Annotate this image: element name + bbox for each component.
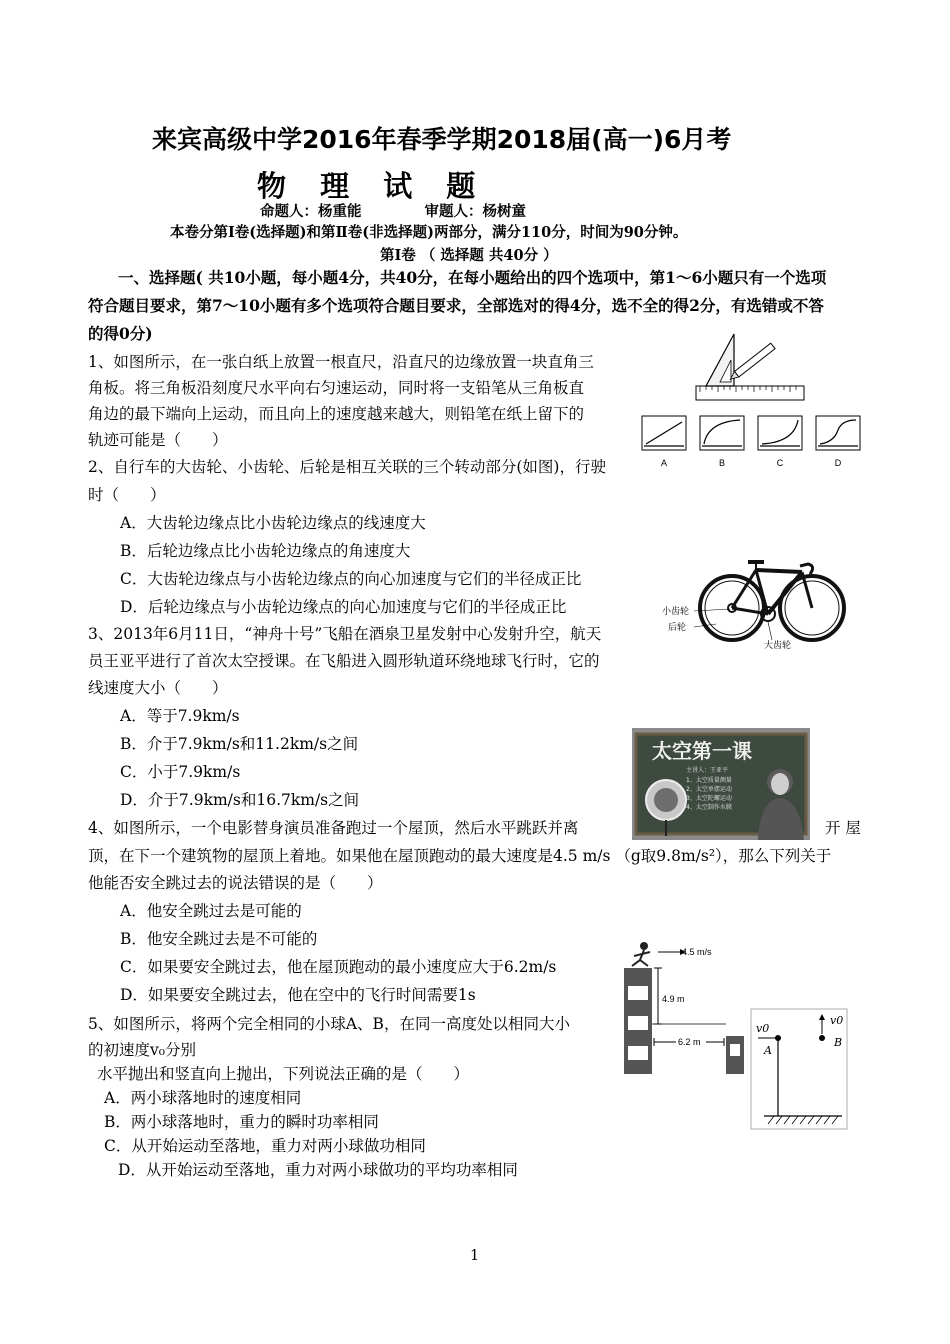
q2-text-line-2: 时（ ） <box>88 486 166 504</box>
q4-rooftop-jump-figure <box>618 940 750 1078</box>
q5-option-d: D．从开始运动至落地，重力对两小球做功的平均功率相同 <box>118 1161 518 1179</box>
q4-option-b: B．他安全跳过去是不可能的 <box>120 930 318 948</box>
q1-text-line-2: 角板。将三角板沿刻度尺水平向右匀速运动，同时将一支铅笔从三角板直 <box>88 379 585 397</box>
q3-board-title: 太空第一课 <box>652 739 752 763</box>
q3-option-c: C．小于7.9km/s <box>120 763 241 781</box>
q3-board-line-3: 2、太空单摆运动 <box>686 786 732 793</box>
section-instructions-line-2: 符合题目要求，第7～10小题有多个选项符合题目要求，全部选对的得4分，选不全的得2分，有选错或不答 <box>88 296 824 315</box>
q4-option-d: D．如果要安全跳过去，他在空中的飞行时间需要1s <box>120 986 476 1004</box>
q1-text-line-1: 1、如图所示，在一张白纸上放置一根直尺，沿直尺的边缘放置一块直角三 <box>88 353 594 371</box>
part-heading: 第Ⅰ卷 （ 选择题 共40分 ） <box>380 247 558 264</box>
q5-option-a: A．两小球落地时的速度相同 <box>104 1089 302 1107</box>
q3-option-b: B．介于7.9km/s和11.2km/s之间 <box>120 735 359 753</box>
q5-option-b: B．两小球落地时，重力的瞬时功率相同 <box>104 1113 379 1131</box>
q2-option-a: A．大齿轮边缘点比小齿轮边缘点的线速度大 <box>120 514 426 532</box>
q1-ruler-triangle-figure <box>638 330 870 475</box>
q3-text-line-1: 3、2013年6月11日，“神舟十号”飞船在酒泉卫星发射中心发射升空，航天 <box>88 625 602 643</box>
exam-intro: 本卷分第Ⅰ卷(选择题)和第Ⅱ卷(非选择题)两部分，满分110分，时间为90分钟。 <box>170 224 688 241</box>
q4-label-width: 6.2 m <box>678 1037 701 1047</box>
q3-classroom-photo <box>632 728 810 840</box>
q3-option-d: D．介于7.9km/s和16.7km/s之间 <box>120 791 360 809</box>
q4-option-c: C．如果要安全跳过去，他在屋顶跑动的最小速度应大于6.2m/s <box>120 958 557 976</box>
q5-label-v0-b: v0 <box>830 1014 844 1027</box>
exam-subtitle: 物 理 试 题 <box>257 169 488 203</box>
q3-board-line-5: 4、太空制作水膜 <box>686 804 732 811</box>
q3-text-line-3: 线速度大小（ ） <box>88 679 228 697</box>
q5-label-ball-a: A <box>764 1044 772 1057</box>
q2-label-small-gear: 小齿轮 <box>662 607 690 617</box>
q2-label-big-gear: 大齿轮 <box>764 641 792 651</box>
q4-text-line-1: 4、如图所示，一个电影替身演员准备跑过一个屋顶，然后水平跳跃并离 <box>88 819 579 837</box>
q4-option-a: A．他安全跳过去是可能的 <box>120 902 302 920</box>
q4-label-speed: 4.5 m/s <box>682 947 712 957</box>
q2-option-d: D．后轮边缘点与小齿轮边缘点的向心加速度与它们的半径成正比 <box>120 598 567 616</box>
q4-text-line-2: 顶，在下一个建筑物的屋顶上着地。如果他在屋顶跑动的最大速度是4.5 m/s （g取9.8m/s²），那么下列关于 <box>88 847 832 865</box>
q3-board-line-1: 主讲人：王亚平 <box>686 767 729 774</box>
q1-fig-label-d: D <box>834 458 842 468</box>
q4-text-line-3: 他能否安全跳过去的说法错误的是（ ） <box>88 874 383 892</box>
page-number: 1 <box>470 1248 480 1264</box>
q5-text-line-2: 的初速度v₀分别 <box>88 1041 196 1059</box>
q2-option-b: B．后轮边缘点比小齿轮边缘点的角速度大 <box>120 542 411 560</box>
q1-fig-label-a: A <box>660 458 668 468</box>
q2-label-rear-wheel: 后轮 <box>668 623 687 633</box>
q5-label-ball-b: B <box>834 1036 843 1049</box>
q1-text-line-4: 轨迹可能是（ ） <box>88 431 228 449</box>
q2-bicycle-figure <box>660 552 850 652</box>
q3-option-a: A．等于7.9km/s <box>120 707 240 725</box>
exam-title: 来宾高级中学2016年春季学期2018届(高一)6月考 <box>152 125 732 154</box>
q5-option-c: C．从开始运动至落地，重力对两小球做功相同 <box>104 1137 426 1155</box>
q5-text-line-1: 5、如图所示，将两个完全相同的小球A、B，在同一高度处以相同大小 <box>88 1015 570 1033</box>
q5-text-line-3: 水平抛出和竖直向上抛出，下列说法正确的是（ ） <box>97 1065 470 1083</box>
q1-fig-label-b: B <box>718 458 726 468</box>
q4-text-line-1-tail: 开 屋 <box>825 819 861 837</box>
authors-line: 命题人：杨重能 审题人：杨树童 <box>260 203 527 220</box>
q5-projectile-figure <box>750 1008 848 1130</box>
q4-label-height: 4.9 m <box>662 994 685 1004</box>
q3-board-line-2: 1、太空质量测量 <box>686 777 732 784</box>
section-instructions-line-3: 的得0分) <box>88 324 153 343</box>
q3-board-line-4: 3、太空陀螺运动 <box>686 795 732 802</box>
q3-text-line-2: 员王亚平进行了首次太空授课。在飞船进入圆形轨道环绕地球飞行时，它的 <box>88 652 600 670</box>
q1-fig-label-c: C <box>776 458 784 468</box>
q1-text-line-3: 角边的最下端向上运动，而且向上的速度越来越大，则铅笔在纸上留下的 <box>88 405 585 423</box>
q2-option-c: C．大齿轮边缘点与小齿轮边缘点的向心加速度与它们的半径成正比 <box>120 570 582 588</box>
q2-text-line-1: 2、自行车的大齿轮、小齿轮、后轮是相互关联的三个转动部分(如图)，行驶 <box>88 458 606 476</box>
q5-label-v0-a: v0 <box>756 1022 770 1035</box>
section-instructions-line-1: 一、选择题( 共10小题，每小题4分，共40分，在每小题给出的四个选项中，第1～6小题只有一个选项 <box>118 268 827 287</box>
